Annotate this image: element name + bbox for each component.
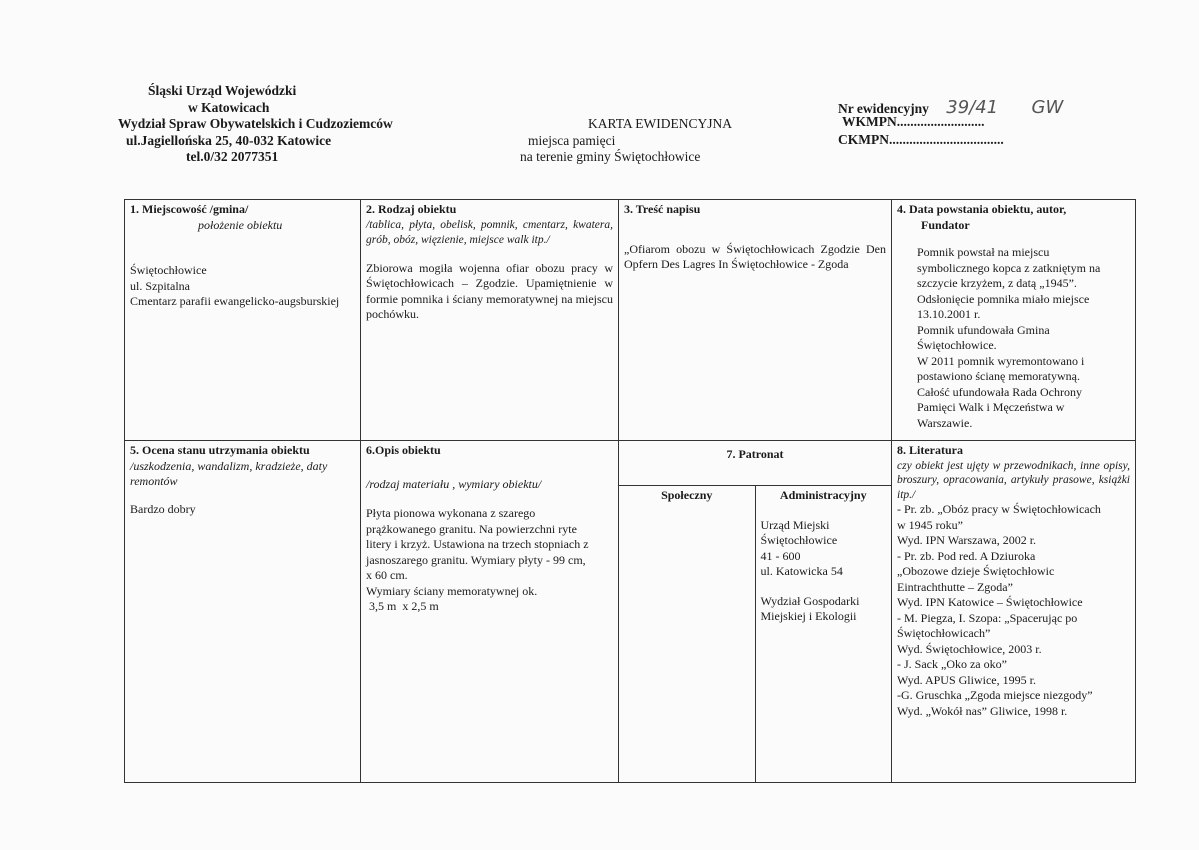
title-sub: miejsca pamięci — [528, 132, 616, 148]
office-name: Śląski Urząd Wojewódzki — [148, 83, 297, 98]
title-main: KARTA EWIDENCYJNA — [588, 116, 732, 131]
office-address-block — [118, 83, 453, 166]
cell-location: 1. Miejscowość /gmina/ położenie obiektu Świętochłowice ul. Szpitalna Cmentarz parafii ewangelicko-augsburskiej — [125, 200, 361, 441]
office-phone: tel.0/32 2077351 — [186, 149, 279, 164]
office-city: w Katowicach — [188, 99, 270, 115]
document-title — [500, 116, 750, 166]
cell-description: 6.Opis obiektu /rodzaj materiału , wymiary obiektu/ Płyta pionowa wykonana z szarego prążkowanego granitu. Na powierzchni ryte litery i krzyż. Ustawiona na trzech stopniach z jasnoszarego granitu. Wymiary płyty - 99 cm, x 60 cm. Wymiary ściany memoratywnej ok. 3,5 m x 2,5 m — [361, 441, 619, 783]
cell-inscription: 3. Treść napisu „Ofiarom obozu w Świętochłowicach Zgodzie Den Opfern Des Lagres In Świętochłowice - Zgoda — [619, 200, 892, 441]
record-table — [124, 199, 1136, 783]
office-street: ul.Jagiellońska 25, 40-032 Katowice — [126, 132, 332, 148]
wkmpn-field: WKMPN.......................... — [842, 113, 985, 129]
nr-handwritten: 39/41 — [946, 97, 999, 118]
table-row — [125, 200, 1136, 441]
title-area: na terenie gminy Świętochłowice — [520, 149, 701, 164]
patronage-head: 7. Patronat — [619, 441, 891, 486]
table-row — [125, 441, 1136, 783]
cell-object-type: 2. Rodzaj obiektu /tablica, płyta, obelisk, pomnik, cmentarz, kwatera, grób, obóz, więzienie, miejsce walk itp./ Zbiorowa mogiła wojenna ofiar obozu pracy w Świętochłowicach – Zgodzie. Upamiętnienie w formie pomnika i ściany memoratywnej na miejscu pochówku. — [361, 200, 619, 441]
nr-label: Nr ewidencyjny — [838, 101, 929, 116]
cell-origin-date: 4. Data powstania obiektu, autor, Fundator Pomnik powstał na miejscu symbolicznego kopca z zatkniętym na szczycie krzyżem, z datą „1945”. Odsłonięcie pomnika miało miejsce 13.10.2001 r. Pomnik ufundowała Gmina Świętochłowice. W 2011 pomnik wyremontowano i postawiono ścianę memoratywną. Całość ufundowała Rada Ochrony Pamięci Walk i Męczeństwa w Warszawie. — [892, 200, 1136, 441]
ckmpn-field: CKMPN.................................. — [838, 132, 1004, 147]
office-department: Wydział Spraw Obywatelskich i Cudzoziemców — [118, 116, 393, 131]
initials-handwritten: GW — [1031, 97, 1064, 118]
registration-block — [838, 97, 1064, 149]
patronage-administrative: Administracyjny Urząd Miejski Świętochłowice 41 - 600 ul. Katowicka 54 Wydział Gospodarki Miejskiej i Ekologii — [760, 488, 867, 623]
cell-condition: 5. Ocena stanu utrzymania obiektu /uszkodzenia, wandalizm, kradzieże, daty remontów Bardzo dobry — [125, 441, 361, 783]
patronage-social: Społeczny — [619, 486, 755, 783]
cell-patronage — [619, 441, 892, 783]
cell-literature: 8. Literatura czy obiekt jest ujęty w przewodnikach, inne opisy, broszury, opracowania, artykuły prasowe, książki itp./ - Pr. zb. „Obóz pracy w Świętochłowicach w 1945 roku” Wyd. IPN Warszawa, 2002 r. - Pr. zb. Pod red. A Dziuroka „Obozowe dzieje Świętochłowic Eintrachthutte – Zgoda” Wyd. IPN Katowice – Świętochłowice - M. Piegza, I. Szopa: „Spacerując po Świętochłowicach” Wyd. Świętochłowice, 2003 r. - J. Sack „Oko za oko” Wyd. APUS Gliwice, 1995 r. -G. Gruschka „Zgoda miejsce niezgody” Wyd. „Wokół nas” Gliwice, 1998 r. — [892, 441, 1136, 783]
